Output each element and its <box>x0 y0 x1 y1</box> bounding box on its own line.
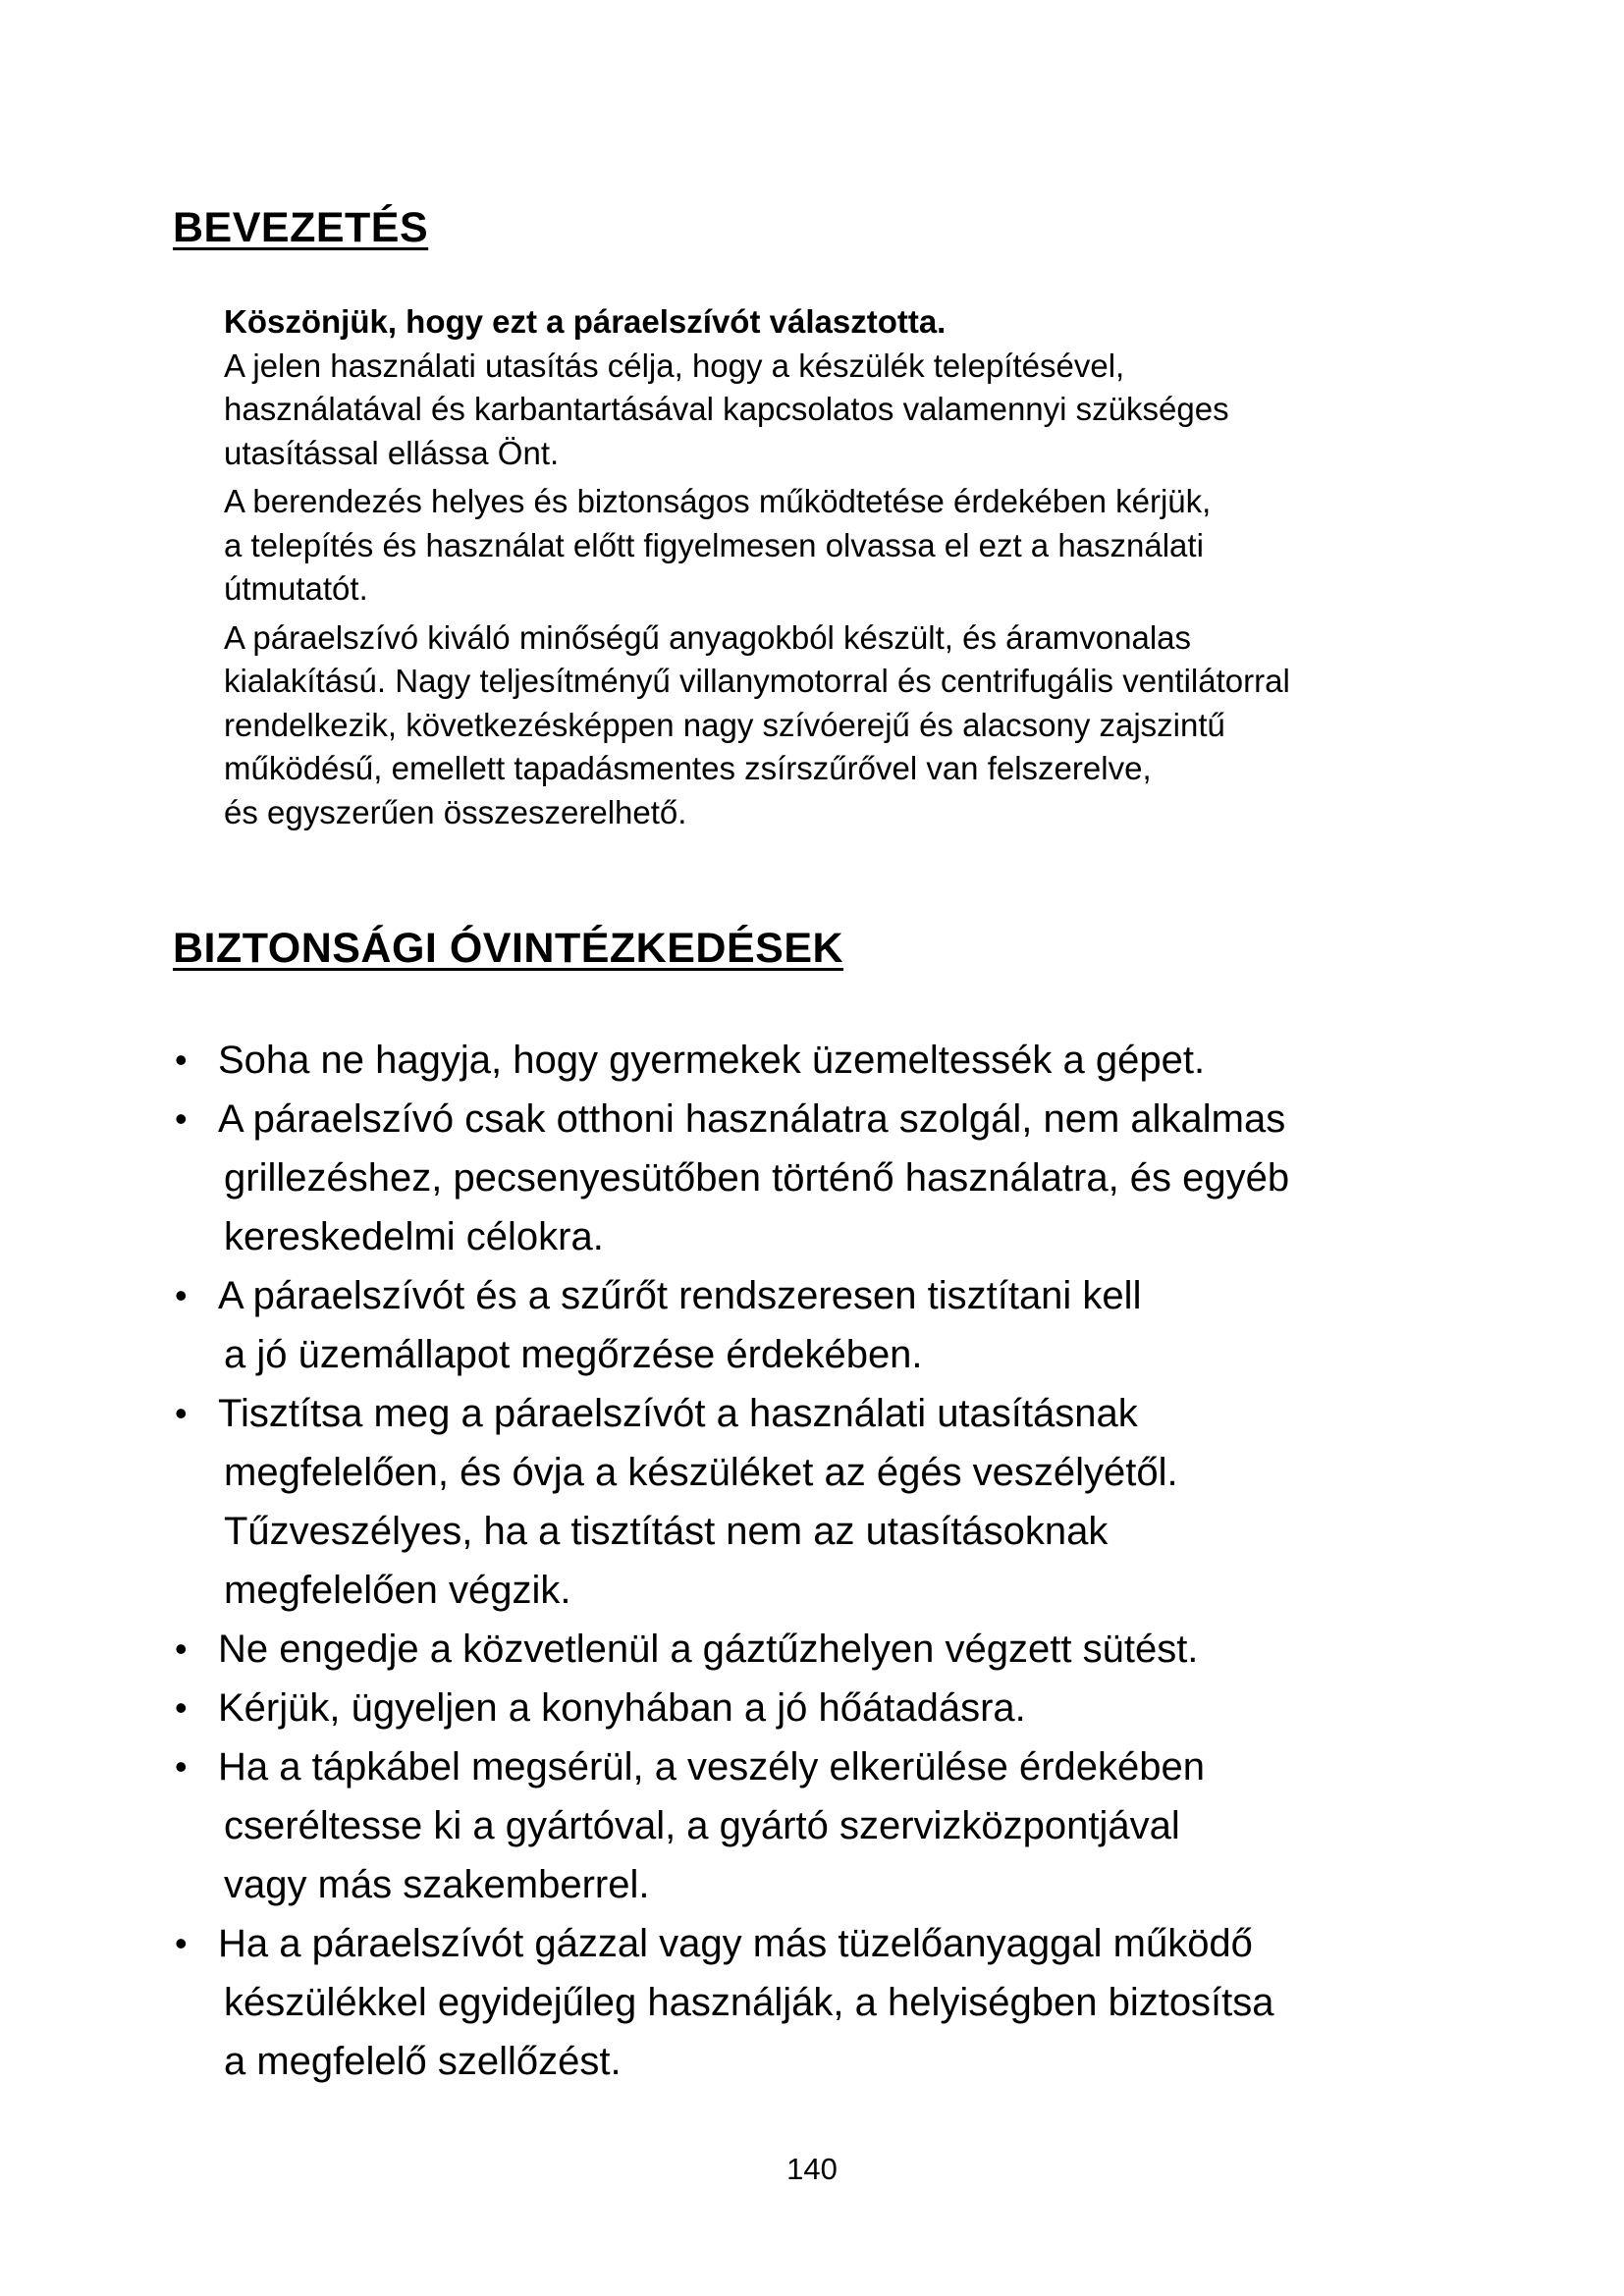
list-item <box>169 1266 1475 1384</box>
text-line: kereskedelmi célokra. <box>224 1215 604 1258</box>
bullet-icon: • <box>175 1923 188 1963</box>
text-line: Ha a páraelszívót gázzal vagy más tüzelőanyaggal működő <box>218 1922 1253 1965</box>
text-line: a telepítés és használat előtt figyelmesen olvassa el ezt a használati <box>224 526 1204 563</box>
text-line: és egyszerűen összeszerelhető. <box>224 793 687 830</box>
text-line: cseréltesse ki a gyártóval, a gyártó szervizközpontjával <box>224 1804 1180 1847</box>
intro-paragraph <box>224 480 1500 612</box>
text-line: Kérjük, ügyeljen a konyhában a jó hőátadásra. <box>218 1686 1026 1730</box>
bullet-icon: • <box>175 1746 188 1787</box>
text-line: rendelkezik, következésképpen nagy szívóerejű és alacsony zajszintű <box>224 706 1225 743</box>
bullet-icon: • <box>175 1275 188 1315</box>
text-line: működésű, emellett tapadásmentes zsírszűrővel van felszerelve, <box>224 750 1152 786</box>
intro-paragraph <box>224 345 1500 476</box>
text-line: útmutatót. <box>224 570 368 607</box>
text-line: grillezéshez, pecsenyesütőben történő használatra, és egyéb <box>224 1156 1290 1200</box>
list-item <box>169 1737 1475 1914</box>
text-line: vagy más szakemberrel. <box>224 1863 650 1906</box>
list-item <box>169 1384 1475 1620</box>
text-line: megfelelően, és óvja a készüléket az égés veszélyétől. <box>224 1451 1178 1494</box>
text-line: A páraelszívót és a szűrőt rendszeresen tisztítani kell <box>218 1274 1142 1317</box>
text-line: Tisztítsa meg a páraelszívót a használati utasításnak <box>218 1392 1138 1435</box>
intro-lead: Köszönjük, hogy ezt a páraelszívót választotta. <box>224 303 947 340</box>
text-line: utasítással ellássa Önt. <box>224 434 560 471</box>
text-line: Tűzveszélyes, ha a tisztítást nem az utasításoknak <box>224 1510 1109 1553</box>
text-line: Soha ne hagyja, hogy gyermekek üzemeltessék a gépet. <box>218 1039 1206 1082</box>
list-item <box>169 1914 1475 2091</box>
text-line: készülékkel egyidejűleg használják, a helyiségben biztosítsa <box>224 1981 1274 2024</box>
page-number: 140 <box>786 2152 838 2186</box>
text-line: A berendezés helyes és biztonságos működtetése érdekében kérjük, <box>224 483 1212 519</box>
intro-paragraph <box>224 616 1500 835</box>
list-item <box>169 1031 1475 1090</box>
text-line: Ne engedje a közvetlenül a gáztűzhelyen végzett sütést. <box>218 1628 1199 1671</box>
text-line: A páraelszívó csak otthoni használatra szolgál, nem alkalmas <box>218 1097 1286 1141</box>
list-item <box>169 1620 1475 1679</box>
safety-list <box>169 1031 1475 2091</box>
intro-heading: BEVEZETÉS <box>173 204 429 251</box>
bullet-icon: • <box>175 1629 188 1669</box>
safety-heading: BIZTONSÁGI ÓVINTÉZKEDÉSEK <box>173 925 844 972</box>
bullet-icon: • <box>175 1393 188 1433</box>
list-item <box>169 1679 1475 1737</box>
text-line: a jó üzemállapot megőrzése érdekében. <box>224 1333 923 1376</box>
bullet-icon: • <box>175 1687 188 1728</box>
text-line: Ha a tápkábel megsérül, a veszély elkerülése érdekében <box>218 1745 1206 1789</box>
text-line: kialakítású. Nagy teljesítményű villanymotorral és centrifugális ventilátorral <box>224 663 1290 699</box>
text-line: A páraelszívó kiváló minőségű anyagokból készült, és áramvonalas <box>224 618 1192 656</box>
text-line: a megfelelő szellőzést. <box>224 2040 622 2083</box>
text-line: megfelelően végzik. <box>224 1569 571 1612</box>
list-item <box>169 1090 1475 1266</box>
text-line: A jelen használati utasítás célja, hogy a készülék telepítésével, <box>224 347 1125 384</box>
bullet-icon: • <box>175 1098 188 1139</box>
text-line: használatával és karbantartásával kapcsolatos valamennyi szükséges <box>224 391 1229 427</box>
intro-section <box>224 300 1500 839</box>
bullet-icon: • <box>175 1040 188 1080</box>
